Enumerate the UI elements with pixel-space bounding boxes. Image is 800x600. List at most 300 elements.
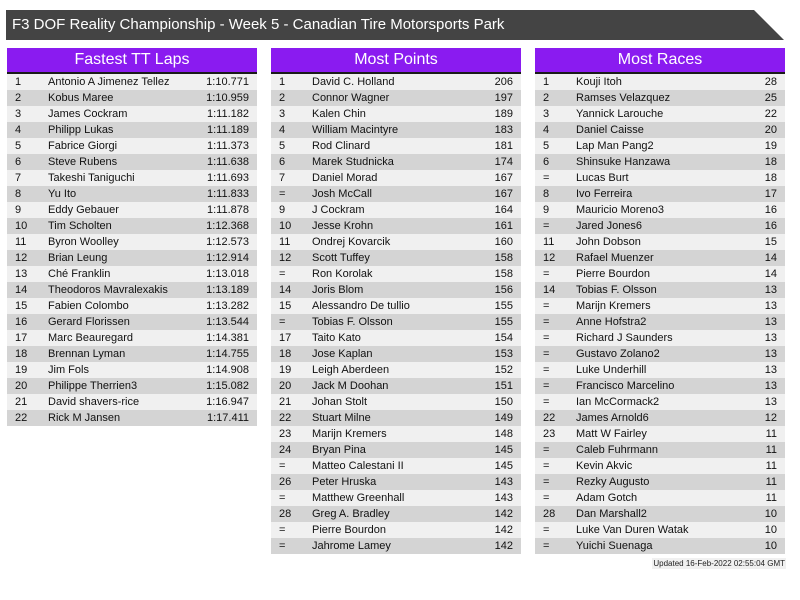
- leaderboard-list: [7, 74, 257, 426]
- table-row: [271, 154, 521, 170]
- value-cell: 10: [764, 508, 777, 520]
- position-cell: =: [543, 316, 550, 328]
- value-cell: 14: [764, 252, 777, 264]
- driver-name-cell: James Arnold6: [576, 412, 649, 424]
- table-row: [535, 314, 785, 330]
- value-cell: 155: [494, 300, 513, 312]
- driver-name-cell: Ron Korolak: [312, 268, 373, 280]
- position-cell: 28: [543, 508, 556, 520]
- value-cell: 11: [765, 460, 777, 472]
- table-row: [535, 538, 785, 554]
- driver-name-cell: Tim Scholten: [48, 220, 112, 232]
- driver-name-cell: Pierre Bourdon: [576, 268, 650, 280]
- value-cell: 183: [494, 124, 513, 136]
- position-cell: 4: [15, 124, 22, 136]
- driver-name-cell: Adam Gotch: [576, 492, 638, 504]
- value-cell: 17: [764, 188, 777, 200]
- table-row: [271, 314, 521, 330]
- table-row: [271, 266, 521, 282]
- value-cell: 1:10.959: [206, 92, 249, 104]
- position-cell: 10: [279, 220, 292, 232]
- position-cell: 11: [543, 236, 555, 248]
- position-cell: =: [279, 460, 286, 472]
- driver-name-cell: David C. Holland: [312, 76, 395, 88]
- value-cell: 10: [764, 524, 777, 536]
- value-cell: 13: [764, 364, 777, 376]
- driver-name-cell: Jose Kaplan: [312, 348, 373, 360]
- driver-name-cell: Leigh Aberdeen: [312, 364, 390, 376]
- value-cell: 18: [764, 156, 777, 168]
- table-row: [271, 218, 521, 234]
- driver-name-cell: Philippe Therrien3: [48, 380, 138, 392]
- position-cell: =: [543, 540, 550, 552]
- table-row: [535, 442, 785, 458]
- position-cell: =: [543, 332, 550, 344]
- table-row: [535, 74, 785, 90]
- position-cell: 5: [279, 140, 286, 152]
- value-cell: 1:11.182: [206, 108, 249, 120]
- table-row: [535, 234, 785, 250]
- position-cell: 14: [15, 284, 28, 296]
- position-cell: =: [279, 492, 286, 504]
- driver-name-cell: Ché Franklin: [48, 268, 111, 280]
- value-cell: 11: [765, 476, 777, 488]
- table-row: [535, 202, 785, 218]
- position-cell: 6: [543, 156, 550, 168]
- value-cell: 142: [494, 508, 513, 520]
- value-cell: 16: [764, 220, 777, 232]
- position-cell: 23: [279, 428, 292, 440]
- position-cell: 18: [15, 348, 28, 360]
- panel-title: Most Points: [271, 48, 521, 74]
- driver-name-cell: Rezky Augusto: [576, 476, 650, 488]
- position-cell: =: [279, 540, 286, 552]
- value-cell: 1:11.638: [206, 156, 249, 168]
- driver-name-cell: Philipp Lukas: [48, 124, 114, 136]
- value-cell: 13: [764, 300, 777, 312]
- driver-name-cell: Daniel Caisse: [576, 124, 644, 136]
- driver-name-cell: Matteo Calestani II: [312, 460, 404, 472]
- value-cell: 13: [764, 396, 777, 408]
- value-cell: 1:11.693: [206, 172, 249, 184]
- position-cell: 3: [543, 108, 550, 120]
- updated-timestamp: Updated 16-Feb-2022 02:55:04 GMT: [653, 559, 785, 568]
- position-cell: 22: [279, 412, 292, 424]
- table-row: [7, 250, 257, 266]
- position-cell: 15: [15, 300, 28, 312]
- table-row: [535, 138, 785, 154]
- driver-name-cell: Kalen Chin: [312, 108, 366, 120]
- value-cell: 1:12.914: [206, 252, 249, 264]
- table-row: [7, 106, 257, 122]
- value-cell: 142: [494, 540, 513, 552]
- driver-name-cell: Tobias F. Olsson: [576, 284, 657, 296]
- position-cell: 1: [279, 76, 286, 88]
- driver-name-cell: Francisco Marcelino: [576, 380, 675, 392]
- driver-name-cell: Luke Van Duren Watak: [576, 524, 689, 536]
- position-cell: 2: [279, 92, 286, 104]
- table-row: [271, 330, 521, 346]
- position-cell: =: [279, 316, 286, 328]
- table-row: [535, 394, 785, 410]
- position-cell: 12: [543, 252, 556, 264]
- driver-name-cell: Matt W Fairley: [576, 428, 647, 440]
- value-cell: 1:11.189: [206, 124, 249, 136]
- panel-most-races: [535, 48, 785, 554]
- driver-name-cell: Peter Hruska: [312, 476, 377, 488]
- table-row: [271, 378, 521, 394]
- value-cell: 1:13.282: [206, 300, 249, 312]
- position-cell: 4: [543, 124, 550, 136]
- position-cell: =: [543, 380, 550, 392]
- driver-name-cell: John Dobson: [576, 236, 641, 248]
- table-row: [535, 266, 785, 282]
- value-cell: 1:13.018: [206, 268, 249, 280]
- position-cell: =: [543, 476, 550, 488]
- value-cell: 167: [494, 172, 513, 184]
- driver-name-cell: Matthew Greenhall: [312, 492, 405, 504]
- position-cell: 20: [15, 380, 28, 392]
- table-row: [535, 378, 785, 394]
- driver-name-cell: Dan Marshall2: [576, 508, 647, 520]
- page-banner: [6, 10, 784, 40]
- value-cell: 25: [764, 92, 777, 104]
- value-cell: 11: [765, 492, 777, 504]
- table-row: [535, 426, 785, 442]
- position-cell: 21: [279, 396, 292, 408]
- position-cell: =: [543, 444, 550, 456]
- position-cell: =: [279, 188, 286, 200]
- driver-name-cell: Shinsuke Hanzawa: [576, 156, 671, 168]
- driver-name-cell: Byron Woolley: [48, 236, 119, 248]
- table-row: [535, 298, 785, 314]
- table-row: [271, 506, 521, 522]
- driver-name-cell: Anne Hofstra2: [576, 316, 647, 328]
- table-row: [271, 538, 521, 554]
- driver-name-cell: Rafael Muenzer: [576, 252, 654, 264]
- panel-fastest-tt-laps: [7, 48, 257, 426]
- value-cell: 28: [764, 76, 777, 88]
- value-cell: 189: [494, 108, 513, 120]
- table-row: [535, 218, 785, 234]
- table-row: [535, 90, 785, 106]
- table-row: [535, 506, 785, 522]
- position-cell: 6: [15, 156, 22, 168]
- position-cell: 14: [279, 284, 292, 296]
- value-cell: 1:12.368: [206, 220, 249, 232]
- position-cell: =: [543, 220, 550, 232]
- position-cell: =: [543, 460, 550, 472]
- driver-name-cell: Marc Beauregard: [48, 332, 133, 344]
- driver-name-cell: Jack M Doohan: [312, 380, 389, 392]
- table-row: [271, 282, 521, 298]
- driver-name-cell: Bryan Pina: [312, 444, 366, 456]
- table-row: [7, 186, 257, 202]
- position-cell: 9: [543, 204, 550, 216]
- value-cell: 153: [494, 348, 513, 360]
- driver-name-cell: Mauricio Moreno3: [576, 204, 665, 216]
- table-row: [7, 154, 257, 170]
- position-cell: 6: [279, 156, 286, 168]
- value-cell: 12: [764, 412, 777, 424]
- table-row: [535, 362, 785, 378]
- value-cell: 148: [494, 428, 513, 440]
- driver-name-cell: Gustavo Zolano2: [576, 348, 660, 360]
- value-cell: 1:15.082: [206, 380, 249, 392]
- driver-name-cell: Rick M Jansen: [48, 412, 121, 424]
- value-cell: 174: [494, 156, 513, 168]
- value-cell: 1:14.381: [206, 332, 249, 344]
- table-row: [535, 458, 785, 474]
- driver-name-cell: Richard J Saunders: [576, 332, 673, 344]
- driver-name-cell: Josh McCall: [312, 188, 372, 200]
- driver-name-cell: Greg A. Bradley: [312, 508, 390, 520]
- value-cell: 143: [494, 476, 513, 488]
- value-cell: 158: [494, 252, 513, 264]
- position-cell: 9: [15, 204, 22, 216]
- value-cell: 160: [494, 236, 513, 248]
- value-cell: 16: [764, 204, 777, 216]
- table-row: [7, 330, 257, 346]
- driver-name-cell: Eddy Gebauer: [48, 204, 119, 216]
- value-cell: 197: [494, 92, 513, 104]
- driver-name-cell: Takeshi Taniguchi: [48, 172, 135, 184]
- value-cell: 13: [764, 332, 777, 344]
- value-cell: 1:14.908: [206, 364, 249, 376]
- value-cell: 1:17.411: [206, 412, 249, 424]
- value-cell: 11: [765, 428, 777, 440]
- value-cell: 15: [764, 236, 777, 248]
- driver-name-cell: Ivo Ferreira: [576, 188, 633, 200]
- table-row: [271, 410, 521, 426]
- value-cell: 206: [494, 76, 513, 88]
- value-cell: 154: [494, 332, 513, 344]
- table-row: [271, 394, 521, 410]
- driver-name-cell: J Cockram: [312, 204, 365, 216]
- position-cell: =: [543, 300, 550, 312]
- position-cell: 7: [15, 172, 22, 184]
- position-cell: =: [543, 268, 550, 280]
- table-row: [535, 490, 785, 506]
- value-cell: 143: [494, 492, 513, 504]
- table-row: [7, 314, 257, 330]
- value-cell: 19: [764, 140, 777, 152]
- driver-name-cell: Pierre Bourdon: [312, 524, 386, 536]
- position-cell: 12: [15, 252, 28, 264]
- value-cell: 150: [494, 396, 513, 408]
- table-row: [535, 106, 785, 122]
- leaderboard-list: [535, 74, 785, 554]
- table-row: [535, 410, 785, 426]
- table-row: [271, 362, 521, 378]
- position-cell: 16: [15, 316, 28, 328]
- driver-name-cell: Fabien Colombo: [48, 300, 129, 312]
- table-row: [7, 378, 257, 394]
- value-cell: 145: [494, 460, 513, 472]
- table-row: [535, 474, 785, 490]
- page-title: F3 DOF Reality Championship - Week 5 - Canadian Tire Motorsports Park: [12, 16, 505, 33]
- table-row: [271, 298, 521, 314]
- driver-name-cell: Kobus Maree: [48, 92, 114, 104]
- driver-name-cell: Jahrome Lamey: [312, 540, 391, 552]
- value-cell: 1:16.947: [206, 396, 249, 408]
- driver-name-cell: Rod Clinard: [312, 140, 371, 152]
- driver-name-cell: Fabrice Giorgi: [48, 140, 118, 152]
- table-row: [7, 282, 257, 298]
- value-cell: 18: [764, 172, 777, 184]
- position-cell: 11: [15, 236, 27, 248]
- value-cell: 1:11.373: [206, 140, 249, 152]
- position-cell: =: [543, 396, 550, 408]
- table-row: [535, 122, 785, 138]
- table-row: [271, 106, 521, 122]
- table-row: [7, 394, 257, 410]
- position-cell: =: [543, 492, 550, 504]
- panel-title: Most Races: [535, 48, 785, 74]
- driver-name-cell: Brian Leung: [48, 252, 108, 264]
- table-row: [7, 362, 257, 378]
- position-cell: 9: [279, 204, 286, 216]
- driver-name-cell: Scott Tuffey: [312, 252, 370, 264]
- driver-name-cell: Marijn Kremers: [576, 300, 651, 312]
- table-row: [535, 154, 785, 170]
- driver-name-cell: Joris Blom: [312, 284, 364, 296]
- table-row: [271, 122, 521, 138]
- table-row: [271, 458, 521, 474]
- value-cell: 1:13.189: [206, 284, 249, 296]
- driver-name-cell: Antonio A Jimenez Tellez: [48, 76, 170, 88]
- position-cell: =: [543, 364, 550, 376]
- table-row: [535, 330, 785, 346]
- driver-name-cell: Yu Ito: [48, 188, 77, 200]
- driver-name-cell: William Macintyre: [312, 124, 399, 136]
- value-cell: 158: [494, 268, 513, 280]
- position-cell: 7: [279, 172, 286, 184]
- value-cell: 1:11.833: [206, 188, 249, 200]
- driver-name-cell: Marek Studnicka: [312, 156, 394, 168]
- position-cell: 19: [15, 364, 28, 376]
- table-row: [271, 170, 521, 186]
- panel-most-points: [271, 48, 521, 554]
- table-row: [7, 410, 257, 426]
- value-cell: 20: [764, 124, 777, 136]
- position-cell: 2: [15, 92, 22, 104]
- driver-name-cell: Lucas Burt: [576, 172, 629, 184]
- driver-name-cell: Jesse Krohn: [312, 220, 374, 232]
- driver-name-cell: Jared Jones6: [576, 220, 643, 232]
- driver-name-cell: James Cockram: [48, 108, 128, 120]
- value-cell: 149: [494, 412, 513, 424]
- position-cell: 15: [279, 300, 292, 312]
- table-row: [271, 138, 521, 154]
- value-cell: 13: [764, 284, 777, 296]
- value-cell: 155: [494, 316, 513, 328]
- driver-name-cell: Alessandro De tullio: [312, 300, 410, 312]
- value-cell: 13: [764, 316, 777, 328]
- position-cell: 14: [543, 284, 556, 296]
- position-cell: 17: [279, 332, 292, 344]
- driver-name-cell: Johan Stolt: [312, 396, 368, 408]
- driver-name-cell: Luke Underhill: [576, 364, 647, 376]
- position-cell: =: [279, 524, 286, 536]
- table-row: [7, 74, 257, 90]
- value-cell: 167: [494, 188, 513, 200]
- table-row: [535, 282, 785, 298]
- table-row: [271, 90, 521, 106]
- position-cell: 1: [15, 76, 22, 88]
- driver-name-cell: Marijn Kremers: [312, 428, 387, 440]
- position-cell: 11: [279, 236, 291, 248]
- position-cell: 8: [543, 188, 550, 200]
- position-cell: 13: [15, 268, 28, 280]
- table-row: [271, 474, 521, 490]
- table-row: [7, 170, 257, 186]
- driver-name-cell: Theodoros Mavralexakis: [48, 284, 168, 296]
- table-row: [7, 234, 257, 250]
- value-cell: 10: [764, 540, 777, 552]
- table-row: [7, 138, 257, 154]
- table-row: [271, 522, 521, 538]
- value-cell: 13: [764, 380, 777, 392]
- driver-name-cell: Yannick Larouche: [576, 108, 664, 120]
- table-row: [7, 346, 257, 362]
- table-row: [7, 298, 257, 314]
- driver-name-cell: Kevin Akvic: [576, 460, 633, 472]
- driver-name-cell: David shavers-rice: [48, 396, 140, 408]
- table-row: [535, 186, 785, 202]
- value-cell: 161: [494, 220, 513, 232]
- value-cell: 14: [764, 268, 777, 280]
- table-row: [7, 202, 257, 218]
- table-row: [271, 186, 521, 202]
- table-row: [7, 122, 257, 138]
- table-row: [271, 250, 521, 266]
- value-cell: 22: [764, 108, 777, 120]
- table-row: [535, 346, 785, 362]
- position-cell: 23: [543, 428, 556, 440]
- table-row: [271, 202, 521, 218]
- position-cell: =: [543, 172, 550, 184]
- driver-name-cell: Connor Wagner: [312, 92, 390, 104]
- leaderboard-list: [271, 74, 521, 554]
- table-row: [271, 426, 521, 442]
- position-cell: 22: [543, 412, 556, 424]
- position-cell: =: [543, 348, 550, 360]
- value-cell: 164: [494, 204, 513, 216]
- position-cell: 24: [279, 444, 292, 456]
- position-cell: 28: [279, 508, 292, 520]
- value-cell: 181: [494, 140, 513, 152]
- position-cell: 20: [279, 380, 292, 392]
- table-row: [271, 442, 521, 458]
- position-cell: 2: [543, 92, 550, 104]
- value-cell: 142: [494, 524, 513, 536]
- driver-name-cell: Tobias F. Olsson: [312, 316, 393, 328]
- position-cell: =: [543, 524, 550, 536]
- table-row: [535, 170, 785, 186]
- value-cell: 1:14.755: [206, 348, 249, 360]
- table-row: [271, 234, 521, 250]
- position-cell: 12: [279, 252, 292, 264]
- value-cell: 1:13.544: [206, 316, 249, 328]
- position-cell: 1: [543, 76, 550, 88]
- table-row: [7, 90, 257, 106]
- driver-name-cell: Gerard Florissen: [48, 316, 130, 328]
- position-cell: 5: [15, 140, 22, 152]
- value-cell: 152: [494, 364, 513, 376]
- table-row: [535, 522, 785, 538]
- position-cell: =: [279, 268, 286, 280]
